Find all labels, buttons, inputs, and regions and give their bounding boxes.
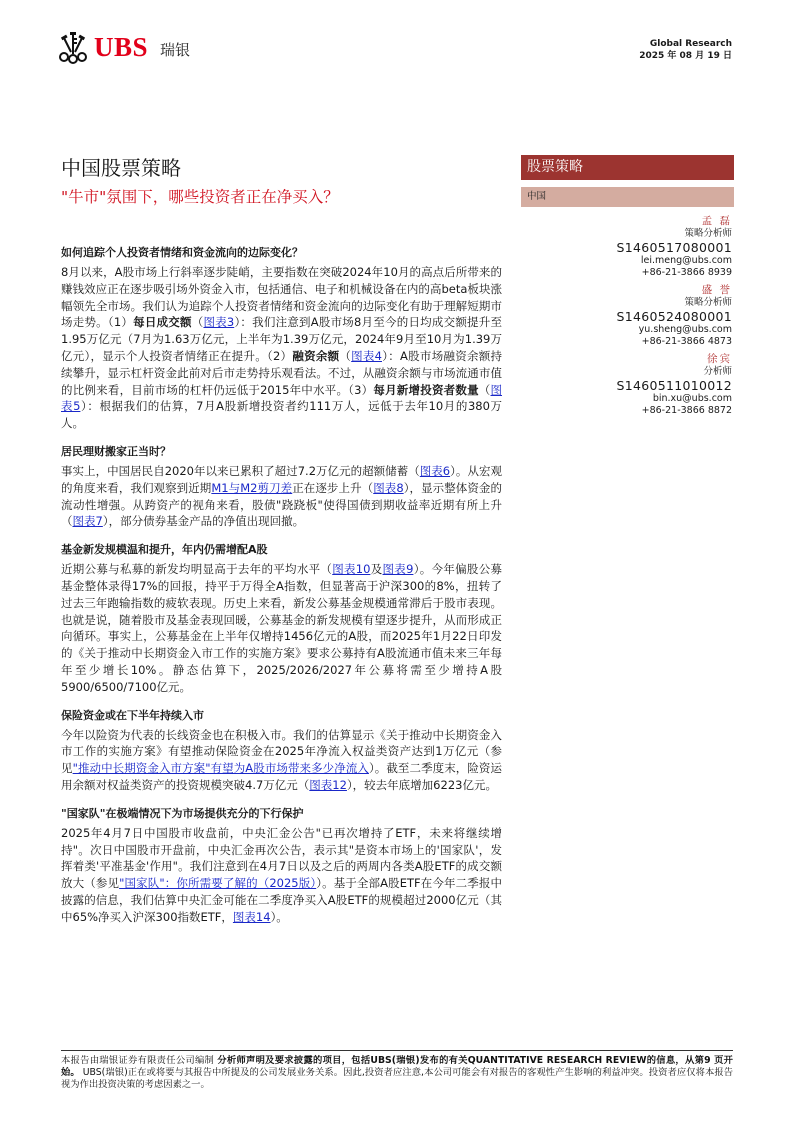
section-heading: 基金新发规模温和提升，年内仍需增配A股 xyxy=(61,543,268,557)
analyst-phone: +86-21-3866 4873 xyxy=(641,336,732,347)
figure-link[interactable]: "国家队"：你所需要了解的（2025版） xyxy=(119,876,317,891)
region-banner: 中国 xyxy=(521,187,734,207)
figure-link[interactable]: 图表8 xyxy=(373,480,404,495)
report-date: 2025 年 08 月 19 日 xyxy=(639,51,732,61)
footer-disclosure-notice: 分析师声明及要求披露的项目，包括UBS(瑞银)发布的有关QUANTITATIVE RESEARCH REVIEW的信息，从第9 页开始。 xyxy=(61,1055,733,1078)
footer-text: 本报告由瑞银证券有限责任公司编制 xyxy=(61,1055,218,1066)
page-title: 中国股票策略 xyxy=(61,156,181,180)
series-label: Global Research xyxy=(649,39,732,49)
figure-link[interactable]: 图表5 xyxy=(61,382,503,414)
analyst-card xyxy=(616,353,732,417)
analyst-license-id: S1460511010012 xyxy=(616,378,732,393)
figure-link[interactable]: 图表12 xyxy=(309,777,347,792)
bold-term: 每月新增投资者数量 xyxy=(373,382,479,397)
section-paragraph: 2025年4月7日中国股市收盘前，中央汇金公告"已再次增持了ETF，未来将继续增持"。次日中国股市开盘前，中央汇金再次公告，表示其"是资本市场上的'国家队'，发挥着类'平准基金'作用"。我们注意到在4月7日以及之后的两周内各类A股ETF的成交额放大（参见"国家队"：你所需要了解的（2025版））。基于全部A股ETF在今年二季报中披露的信息，我们估算中央汇金可能在二季度净买入A股ETF的规模超过2000亿元（其中65%净买入沪深300指数ETF，图表14）。 xyxy=(61,825,502,924)
section-heading: 居民理财搬家正当时？ xyxy=(61,444,171,458)
figure-link[interactable]: M1与M2剪刀差 xyxy=(211,480,293,495)
section xyxy=(61,806,502,926)
analyst-card xyxy=(616,284,732,348)
analyst-role: 策略分析师 xyxy=(684,228,732,239)
section-paragraph: 8月以来，A股市场上行斜率逐步陡峭，主要指数在突破2024年10月的高点后所带来的赚钱效应正在逐步吸引场外资金入市，包括通信、电子和机械设备在内的高beta板块涨幅领先全市场。我们认为追踪个人投资者情绪和资金流向的边际变化有助于理解短期市场走势。（1）每日成交额（图表3）：我们注意到A股市场8月至今的日均成交额提升至1.95万亿元（7月为1.63万亿元，上半年为1.39万亿元，2024年9月至10月为1.39万亿元），显示个人投资者情绪正在提升。（2）融资余额（图表4）：A股市场融资余额持续攀升，显示杠杆资金此前对后市走势持乐观看法。不过，从融资余额与市场流通市值的比例来看，目前市场的杠杆仍远低于2015年中水平。（3）每月新增投资者数量（图表5）：根据我们的估算，7月A股新增投资者约111万人，远低于去年10月的380万人。 xyxy=(61,265,503,431)
analyst-name: 孟 磊 xyxy=(701,215,732,227)
analyst-email[interactable]: bin.xu@ubs.com xyxy=(652,393,732,404)
section xyxy=(61,245,502,432)
analyst-email[interactable]: yu.sheng@ubs.com xyxy=(638,324,732,335)
three-keys-icon xyxy=(58,30,88,64)
footer-text: UBS(瑞银)正在或将要与其报告中所提及的公司发展业务关系。因此,投资者应注意,本公司可能会有对报告的客观性产生影响的利益冲突。投资者应仅将本报告视为作出投资决策的考虑因素之一。 xyxy=(61,1067,733,1090)
analyst-license-id: S1460517080001 xyxy=(616,240,732,255)
figure-link[interactable]: 图表7 xyxy=(72,514,103,529)
analyst-name: 盛 誉 xyxy=(701,284,732,296)
section-heading: 保险资金或在下半年持续入市 xyxy=(61,708,204,722)
disclaimer-footer xyxy=(61,1055,733,1091)
analyst-license-id: S1460524080001 xyxy=(616,309,732,324)
analyst-phone: +86-21-3866 8939 xyxy=(641,267,732,278)
analyst-role: 策略分析师 xyxy=(684,297,732,308)
figure-link[interactable]: 图表6 xyxy=(419,463,451,478)
figure-link[interactable]: 图表10 xyxy=(332,562,371,577)
figure-link[interactable]: 图表4 xyxy=(351,348,382,363)
analyst-role: 分析师 xyxy=(703,366,732,377)
bold-term: 每日成交额 xyxy=(133,315,192,330)
figure-link[interactable]: 图表14 xyxy=(232,909,271,924)
analyst-card xyxy=(616,215,732,279)
bold-term: 融资余额 xyxy=(292,348,340,363)
analyst-name: 徐宾 xyxy=(707,353,732,365)
figure-link[interactable]: "推动中长期资金入市方案"有望为A股市场带来多少净流入 xyxy=(72,761,369,776)
section-heading: 如何追踪个人投资者情绪和资金流向的边际变化？ xyxy=(61,246,303,259)
section xyxy=(61,542,502,695)
analyst-phone: +86-21-3866 8872 xyxy=(641,405,732,416)
analyst-email[interactable]: lei.meng@ubs.com xyxy=(640,255,732,266)
report-meta xyxy=(639,38,732,62)
figure-link[interactable]: 图表9 xyxy=(382,562,414,577)
brand-name: UBS xyxy=(94,32,149,62)
section-heading: "国家队"在极端情况下为市场提供充分的下行保护 xyxy=(61,806,304,820)
analyst-list xyxy=(616,215,732,422)
report-body xyxy=(61,245,502,938)
footer-divider xyxy=(61,1050,733,1051)
section-paragraph: 近期公募与私募的新发均明显高于去年的平均水平（图表10及图表9）。今年偏股公募基金整体录得17%的回报，持平于万得全A指数，但显著高于沪深300的8%，扭转了过去三年跑输指数的疲软表现。历史上来看，新发公募基金规模通常滞后于股市表现。也就是说，随着股市及基金表现回暖，公募基金的新发规模有望逐步提升，从而形成正向循环。事实上，公募基金在上半年仅增持1456亿元的A股，而2025年1月22日印发的《关于推动中长期资金入市工作的实施方案》要求公募持有A股流通市值未来三年每年至少增长10%。静态估算下，2025/2026/2027年公募将需至少增持A股5900/6500/7100亿元。 xyxy=(61,562,503,694)
section xyxy=(61,708,502,794)
section-paragraph: 今年以险资为代表的长线资金也在积极入市。我们的估算显示《关于推动中长期资金入市工作的实施方案》有望推动保险资金在2025年净流入权益类资产达到1万亿元（参见"推动中长期资金入市方案"有望为A股市场带来多少净流入）。截至二季度末，险资运用余额对权益类资产的投资规模突破4.7万亿元（图表12），较去年底增加6223亿元。 xyxy=(61,727,503,792)
category-banner: 股票策略 xyxy=(521,155,734,180)
ubs-logo xyxy=(58,30,190,64)
section-paragraph: 事实上，中国居民自2020年以来已累积了超过7.2万亿元的超额储蓄（图表6）。从宏观的角度来看，我们观察到近期M1与M2剪刀差正在逐步上升（图表8），显示整体资金的流动性增强。从跨资产的视角来看，股债"跷跷板"使得国债到期收益率近期有所上升（图表7），部分债券基金产品的净值出现回撤。 xyxy=(61,463,502,529)
section xyxy=(61,444,502,530)
figure-link[interactable]: 图表3 xyxy=(203,315,235,330)
page-subtitle: "牛市"氛围下，哪些投资者正在净买入？ xyxy=(61,188,339,206)
brand-name-cn: 瑞银 xyxy=(160,40,191,59)
